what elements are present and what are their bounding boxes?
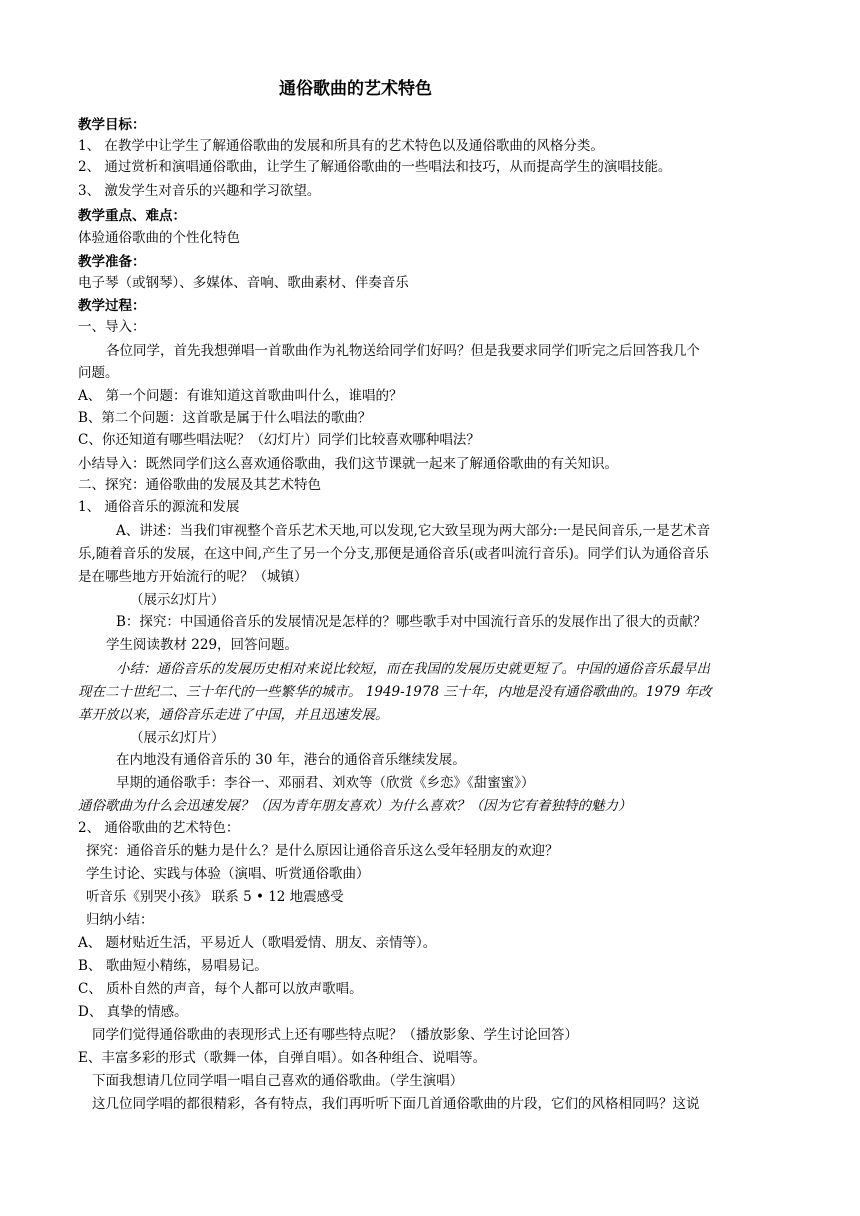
section-heading: 教学目标： [78, 117, 146, 133]
text-line: 体验通俗歌曲的个性化特色 [78, 230, 240, 246]
text-line: C、你还知道有哪些唱法呢？（幻灯片）同学们比较喜欢哪种唱法？ [78, 432, 480, 448]
text-line: 二、探究：通俗歌曲的发展及其艺术特色 [78, 477, 321, 493]
text-line: 各位同学，首先我想弹唱一首歌曲作为礼物送给同学们好吗？但是我要求同学们听完之后回答我几个 [106, 343, 700, 359]
text-line: 下面我想请几位同学唱一唱自己喜欢的通俗歌曲。（学生演唱） [92, 1073, 464, 1089]
text-line: 是在哪些地方开始流行的呢？（城镇） [78, 569, 308, 585]
text-line: D、 真挚的情感。 [78, 1004, 188, 1020]
text-line: 现在二十世纪二、三十年代的一些繁华的城市。 1949-1978 三十年，内地是没有通俗歌曲的。1979 年改 [78, 684, 712, 700]
text-line: A、 题材贴近生活，平易近人（歌唱爱情、朋友、亲情等）。 [78, 935, 437, 951]
text-line: 早期的通俗歌手：李谷一、邓丽君、刘欢等（欣赏《乡恋》《甜蜜蜜》） [116, 775, 535, 791]
text-line: 1、 在教学中让学生了解通俗歌曲的发展和所具有的艺术特色以及通俗歌曲的风格分类。 [78, 138, 604, 154]
document-title: 通俗歌曲的艺术特色 [279, 79, 432, 99]
section-heading: 教学过程： [78, 298, 146, 314]
text-line: B、第二个问题：这首歌是属于什么唱法的歌曲？ [78, 410, 372, 426]
text-line: 听音乐《别哭小孩》 联系 5 • 12 地震感受 [86, 889, 344, 905]
text-line: 小结导入：既然同学们这么喜欢通俗歌曲，我们这节课就一起来了解通俗歌曲的有关知识。 [78, 456, 618, 472]
text-line: B：探究：中国通俗音乐的发展情况是怎样的？哪些歌手对中国流行音乐的发展作出了很大的贡献？ [116, 614, 707, 630]
text-line: 归纳小结： [86, 912, 154, 928]
text-line: C、 质朴自然的声音，每个人都可以放声歌唱。 [78, 981, 363, 997]
text-line: （展示幻灯片） [130, 592, 225, 608]
text-line: 2、 通过赏析和演唱通俗歌曲，让学生了解通俗歌曲的一些唱法和技巧，从而提高学生的演唱技能。 [78, 159, 672, 175]
text-line: 一、导入： [78, 319, 146, 335]
text-line: B、 歌曲短小精练，易唱易记。 [78, 958, 268, 974]
section-heading: 教学重点、难点： [78, 208, 186, 224]
text-line: 学生讨论、实践与体验（演唱、听赏通俗歌曲） [86, 866, 370, 882]
text-line: 2、 通俗歌曲的艺术特色： [78, 820, 240, 836]
text-line: 小结：通俗音乐的发展历史相对来说比较短，而在我国的发展历史就更短了。中国的通俗音乐最早出 [116, 661, 710, 677]
text-line: 1、 通俗音乐的源流和发展 [78, 499, 240, 515]
text-line: 电子琴（或钢琴）、多媒体、音响、歌曲素材、伴奏音乐 [78, 275, 409, 291]
text-line: A、讲述：当我们审视整个音乐艺术天地,可以发现,它大致呈现为两大部分:一是民间音乐,一是艺术音 [116, 523, 711, 539]
text-line: A、 第一个问题：有谁知道这首歌曲叫什么，谁唱的？ [78, 388, 403, 404]
text-line: 这几位同学唱的都很精彩，各有特点，我们再听听下面几首通俗歌曲的片段，它们的风格相同吗？这说 [92, 1096, 700, 1112]
text-line: 通俗歌曲为什么会迅速发展？（因为青年朋友喜欢）为什么喜欢？（因为它有着独特的魅力） [78, 798, 632, 814]
text-line: 问题。 [78, 365, 119, 381]
text-line: 同学们觉得通俗歌曲的表现形式上还有哪些特点呢？（播放影象、学生讨论回答） [92, 1027, 578, 1043]
text-line: E、丰富多彩的形式（歌舞一体，自弹自唱）。如各种组合、说唱等。 [78, 1050, 487, 1066]
section-heading: 教学准备： [78, 254, 146, 270]
text-line: （展示幻灯片） [130, 730, 225, 746]
text-line: 革开放以来，通俗音乐走进了中国，并且迅速发展。 [78, 707, 389, 723]
text-line: 乐,随着音乐的发展，在这中间,产生了另一个分支,那便是通俗音乐(或者叫流行音乐)。同学们认为通俗音乐 [78, 546, 709, 562]
text-line: 学生阅读教材 229，回答问题。 [106, 637, 299, 653]
text-line: 3、 激发学生对音乐的兴趣和学习欲望。 [78, 183, 321, 199]
text-line: 在内地没有通俗音乐的 30 年，港台的通俗音乐继续发展。 [116, 752, 466, 768]
text-line: 探究：通俗音乐的魅力是什么？是什么原因让通俗音乐这么受年轻朋友的欢迎？ [86, 843, 559, 859]
